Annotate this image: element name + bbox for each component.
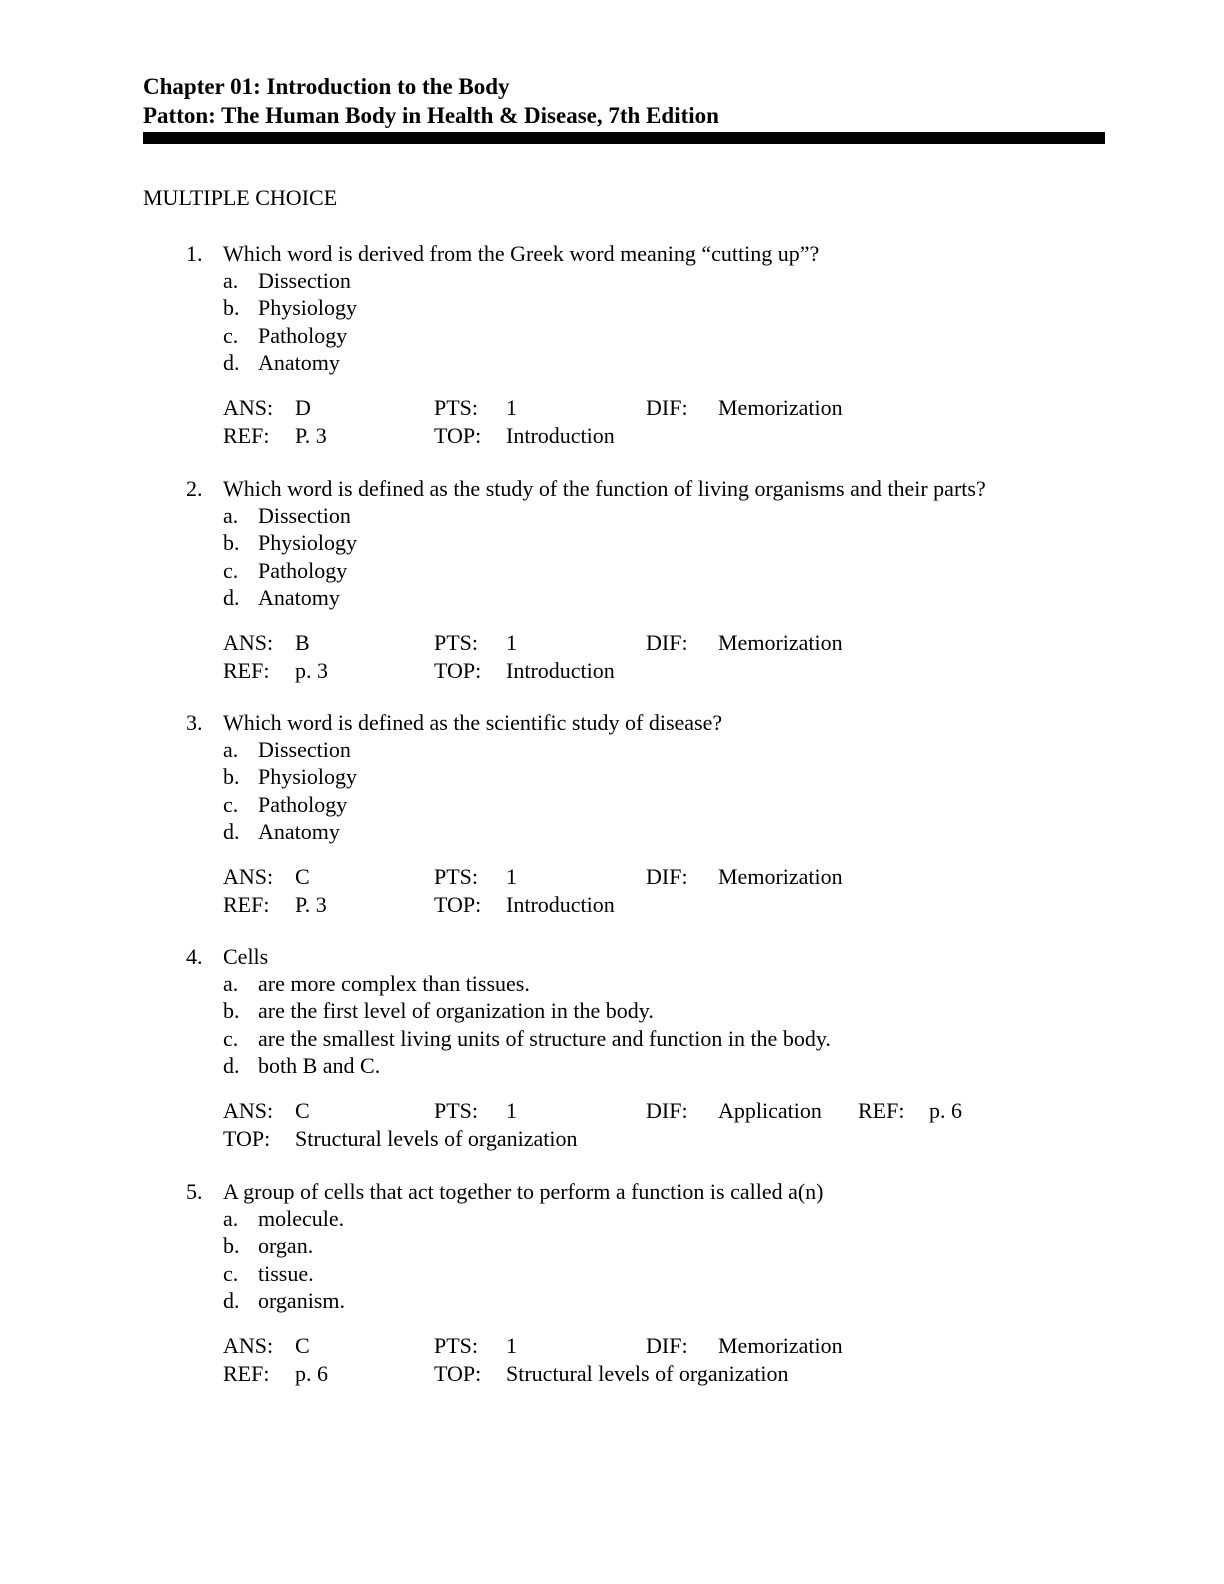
answer-option xyxy=(186,1260,1086,1287)
metadata-label: DIF: xyxy=(646,863,688,889)
option-text: are more complex than tissues. xyxy=(258,971,530,996)
question-1 xyxy=(186,240,1086,450)
metadata-value: C xyxy=(295,1332,310,1358)
metadata-value: Memorization xyxy=(718,863,843,889)
metadata-row xyxy=(186,422,1086,450)
metadata-value: Memorization xyxy=(718,629,843,655)
metadata-value: 1 xyxy=(506,863,517,889)
question-text: A group of cells that act together to perform a function is called a(n) xyxy=(223,1179,824,1204)
answer-metadata xyxy=(186,1332,1086,1388)
metadata-value: Introduction xyxy=(506,657,615,683)
option-text: organ. xyxy=(258,1233,314,1259)
metadata-value: Introduction xyxy=(506,891,615,917)
answer-option xyxy=(186,1205,1086,1232)
option-letter: b. xyxy=(223,1233,240,1259)
metadata-row xyxy=(186,1125,1086,1153)
question-text: Cells xyxy=(223,944,269,969)
answer-option xyxy=(186,349,1086,376)
metadata-label: TOP: xyxy=(223,1125,271,1151)
metadata-label: PTS: xyxy=(434,394,479,420)
answer-metadata xyxy=(186,1097,1086,1153)
answer-options xyxy=(186,970,1086,1080)
question-stem xyxy=(186,1178,1086,1205)
answer-option xyxy=(186,736,1086,763)
option-text: Pathology xyxy=(258,322,348,348)
metadata-value: Memorization xyxy=(718,394,843,420)
metadata-label: ANS: xyxy=(223,863,274,889)
answer-option xyxy=(186,763,1086,790)
option-text: Physiology xyxy=(258,530,358,556)
question-4 xyxy=(186,943,1086,1153)
metadata-value: Structural levels of organization xyxy=(506,1360,789,1386)
option-text: organism. xyxy=(258,1288,345,1314)
question-stem xyxy=(186,475,1086,502)
metadata-value: D xyxy=(295,394,311,420)
answer-option xyxy=(186,970,1086,997)
answer-option xyxy=(186,294,1086,321)
metadata-label: PTS: xyxy=(434,1332,479,1358)
section-title: MULTIPLE CHOICE xyxy=(143,185,338,210)
option-text: Pathology xyxy=(258,791,348,817)
header-rule xyxy=(143,132,1105,144)
question-text: Which word is defined as the study of the function of living organisms and their parts? xyxy=(223,476,986,501)
option-letter: c. xyxy=(223,557,239,583)
option-text: Pathology xyxy=(258,557,348,583)
answer-metadata xyxy=(186,629,1086,685)
option-letter: d. xyxy=(223,819,240,845)
metadata-row xyxy=(186,1332,1086,1360)
metadata-value: 1 xyxy=(506,1097,517,1123)
metadata-label: TOP: xyxy=(434,891,482,917)
metadata-label: DIF: xyxy=(646,394,688,420)
option-letter: d. xyxy=(223,585,240,611)
metadata-row xyxy=(186,629,1086,657)
metadata-label: DIF: xyxy=(646,1097,688,1123)
option-text: tissue. xyxy=(258,1260,314,1286)
answer-options xyxy=(186,267,1086,377)
answer-option xyxy=(186,529,1086,556)
answer-option xyxy=(186,791,1086,818)
option-letter: c. xyxy=(223,1260,239,1286)
option-text: Dissection xyxy=(258,268,351,293)
answer-option xyxy=(186,818,1086,845)
metadata-value: Memorization xyxy=(718,1332,843,1358)
metadata-label: ANS: xyxy=(223,629,274,655)
question-stem xyxy=(186,240,1086,267)
option-letter: b. xyxy=(223,295,240,321)
book-title: Patton: The Human Body in Health & Disease, 7th Edition xyxy=(143,103,719,128)
answer-option xyxy=(186,557,1086,584)
option-letter: c. xyxy=(223,1025,239,1051)
question-number: 4. xyxy=(186,944,203,969)
answer-option xyxy=(186,997,1086,1024)
metadata-row xyxy=(186,1097,1086,1125)
answer-options xyxy=(186,1205,1086,1315)
option-letter: d. xyxy=(223,1288,240,1314)
option-text: are the smallest living units of structure and function in the body. xyxy=(258,1025,831,1051)
answer-option xyxy=(186,1287,1086,1314)
metadata-label: PTS: xyxy=(434,863,479,889)
question-text: Which word is defined as the scientific study of disease? xyxy=(223,710,723,735)
option-text: Dissection xyxy=(258,503,351,528)
metadata-value: 1 xyxy=(506,629,517,655)
option-letter: c. xyxy=(223,791,239,817)
option-letter: a. xyxy=(223,971,239,996)
metadata-value: C xyxy=(295,863,310,889)
option-letter: d. xyxy=(223,1053,240,1079)
metadata-label: DIF: xyxy=(646,1332,688,1358)
answer-option xyxy=(186,584,1086,611)
question-3 xyxy=(186,709,1086,919)
option-letter: b. xyxy=(223,998,240,1024)
question-5 xyxy=(186,1178,1086,1388)
question-2 xyxy=(186,475,1086,685)
question-number: 2. xyxy=(186,476,203,501)
metadata-value: P. 3 xyxy=(295,422,327,448)
option-text: Physiology xyxy=(258,295,358,321)
metadata-value: p. 6 xyxy=(929,1097,962,1123)
option-letter: c. xyxy=(223,322,239,348)
option-text: molecule. xyxy=(258,1206,345,1231)
metadata-label: TOP: xyxy=(434,1360,482,1386)
option-letter: b. xyxy=(223,530,240,556)
metadata-label: TOP: xyxy=(434,657,482,683)
question-number: 5. xyxy=(186,1179,203,1204)
metadata-label: ANS: xyxy=(223,394,274,420)
answer-option xyxy=(186,322,1086,349)
option-letter: b. xyxy=(223,764,240,790)
metadata-row xyxy=(186,394,1086,422)
chapter-title: Chapter 01: Introduction to the Body xyxy=(143,74,510,99)
question-stem xyxy=(186,709,1086,736)
metadata-label: PTS: xyxy=(434,629,479,655)
option-letter: a. xyxy=(223,503,239,528)
metadata-row xyxy=(186,657,1086,685)
metadata-value: B xyxy=(295,629,310,655)
answer-options xyxy=(186,736,1086,846)
answer-metadata xyxy=(186,394,1086,450)
answer-option xyxy=(186,1025,1086,1052)
metadata-row xyxy=(186,863,1086,891)
option-text: Anatomy xyxy=(258,585,340,611)
metadata-label: REF: xyxy=(223,891,270,917)
answer-option xyxy=(186,1052,1086,1079)
option-letter: a. xyxy=(223,268,239,293)
answer-metadata xyxy=(186,863,1086,919)
metadata-value: C xyxy=(295,1097,310,1123)
metadata-label: DIF: xyxy=(646,629,688,655)
metadata-label: ANS: xyxy=(223,1332,274,1358)
question-number: 1. xyxy=(186,241,203,266)
metadata-value: Introduction xyxy=(506,422,615,448)
answer-option xyxy=(186,1232,1086,1259)
option-letter: a. xyxy=(223,1206,239,1231)
metadata-value: p. 6 xyxy=(295,1360,328,1386)
option-text: both B and C. xyxy=(258,1053,381,1079)
answer-options xyxy=(186,502,1086,612)
metadata-label: ANS: xyxy=(223,1097,274,1123)
metadata-label: REF: xyxy=(858,1097,905,1123)
metadata-label: REF: xyxy=(223,1360,270,1386)
metadata-value: 1 xyxy=(506,394,517,420)
metadata-value: p. 3 xyxy=(295,657,328,683)
question-number: 3. xyxy=(186,710,203,735)
question-text: Which word is derived from the Greek word meaning “cutting up”? xyxy=(223,241,820,266)
option-text: Dissection xyxy=(258,737,351,762)
question-stem xyxy=(186,943,1086,970)
page-header xyxy=(143,72,1105,144)
answer-option xyxy=(186,267,1086,294)
metadata-label: PTS: xyxy=(434,1097,479,1123)
metadata-label: REF: xyxy=(223,657,270,683)
metadata-value: 1 xyxy=(506,1332,517,1358)
answer-option xyxy=(186,502,1086,529)
metadata-value: P. 3 xyxy=(295,891,327,917)
metadata-row xyxy=(186,891,1086,919)
metadata-value: Structural levels of organization xyxy=(295,1125,578,1151)
option-letter: a. xyxy=(223,737,239,762)
metadata-label: REF: xyxy=(223,422,270,448)
option-text: Anatomy xyxy=(258,350,340,376)
metadata-row xyxy=(186,1360,1086,1388)
option-text: are the first level of organization in the body. xyxy=(258,998,654,1024)
option-text: Anatomy xyxy=(258,819,340,845)
metadata-label: TOP: xyxy=(434,422,482,448)
metadata-value: Application xyxy=(718,1097,822,1123)
option-letter: d. xyxy=(223,350,240,376)
option-text: Physiology xyxy=(258,764,358,790)
